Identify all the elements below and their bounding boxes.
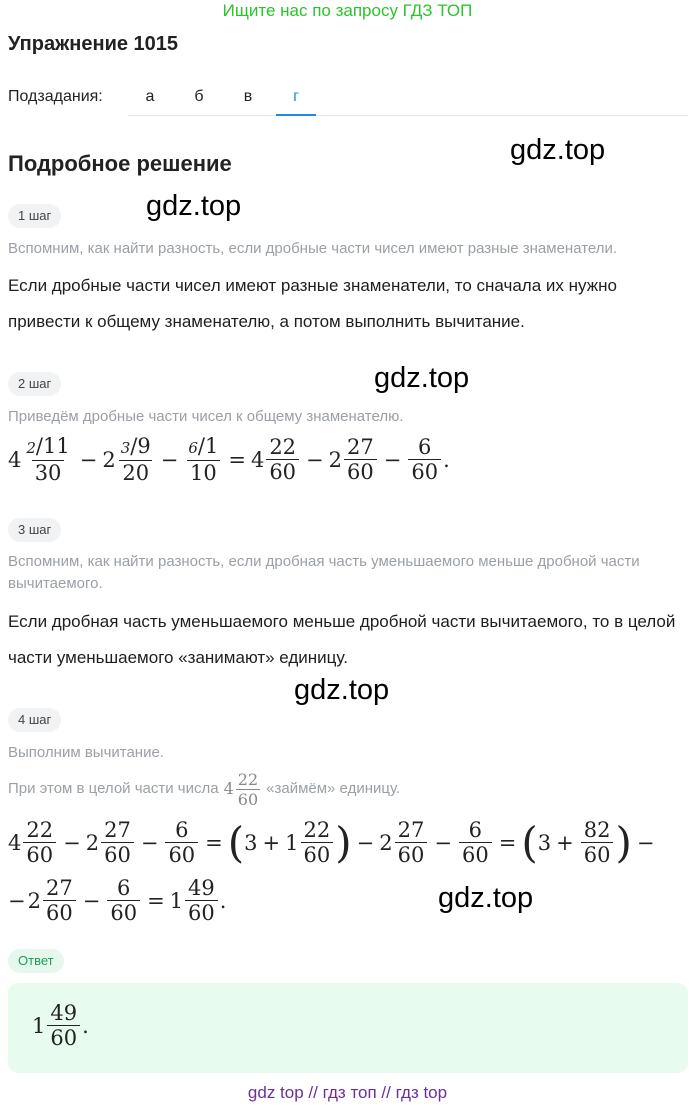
fraction [165, 818, 198, 867]
math-num: 4 [223, 779, 234, 798]
watermark: gdz.top [438, 882, 534, 914]
fraction [344, 435, 377, 484]
numerator: 22 [26, 818, 54, 842]
math-num: 2 [379, 830, 393, 855]
page-title: Упражнение 1015 [8, 33, 179, 55]
denominator: 60 [23, 842, 56, 867]
minus-sign: − [306, 447, 324, 472]
right-paren: ) [615, 817, 632, 867]
left-paren: ( [521, 817, 538, 867]
inner-den: 11 [43, 434, 70, 458]
left-paren: ( [227, 817, 245, 867]
equation-step4-line1 [8, 818, 659, 867]
fraction [301, 818, 334, 867]
denominator: 60 [237, 789, 259, 809]
fraction [236, 770, 260, 809]
fraction [107, 876, 140, 925]
step-badge: 4 шаг [8, 708, 61, 732]
fraction [185, 876, 218, 925]
math-num: 2 [102, 447, 116, 472]
inner-num: 3 [120, 439, 131, 457]
numerator: 6 [175, 818, 189, 842]
step-hint: Приведём дробные части чисел к общему знаменателю. [8, 408, 404, 425]
math-num: 3 [537, 830, 552, 855]
numerator: 27 [347, 435, 374, 459]
watermark: gdz.top [374, 362, 470, 394]
numerator: 6 [418, 435, 432, 459]
step-hint: Вспомним, как найти разность, если дробная часть уменьшаемого меньше дробной части вычитаемого. [8, 553, 640, 592]
period: . [443, 447, 450, 472]
search-banner[interactable]: Ищите нас по запросу ГДЗ ТОП [222, 1, 473, 20]
fraction [101, 818, 134, 867]
numerator: 82 [583, 818, 611, 842]
minus-sign: − [356, 830, 375, 855]
right-paren: ) [335, 817, 352, 867]
denominator: 60 [459, 842, 492, 867]
period: . [219, 888, 227, 913]
fraction [23, 818, 56, 867]
minus-sign: − [79, 447, 98, 472]
fraction [43, 876, 76, 925]
denominator: 10 [187, 460, 220, 485]
fraction [118, 434, 154, 485]
answer-badge: Ответ [8, 949, 64, 973]
equation-step4-line2 [8, 876, 226, 925]
numerator: 49 [188, 876, 215, 900]
fraction [266, 435, 299, 484]
step-badge: 1 шаг [8, 204, 61, 228]
math-num: 2 [27, 888, 41, 913]
denominator: 20 [119, 460, 152, 485]
equation-step2 [8, 434, 450, 485]
denominator: 60 [266, 459, 299, 484]
denominator: 60 [185, 900, 218, 925]
step-hint-inline [8, 765, 693, 813]
fraction [581, 818, 614, 867]
numerator: 27 [45, 876, 73, 900]
tab-a[interactable]: а [145, 88, 155, 105]
denominator: 60 [107, 900, 140, 925]
tab-v[interactable]: в [243, 88, 253, 105]
denominator: 30 [32, 460, 65, 485]
answer-whole: 1 [32, 1013, 46, 1038]
numerator: 22 [303, 818, 331, 842]
equals-sign: = [205, 830, 223, 855]
tab-g[interactable]: г [277, 88, 315, 106]
denominator: 60 [165, 842, 198, 867]
step-badge: 2 шаг [8, 372, 61, 396]
plus-sign: + [262, 830, 281, 855]
denominator: 60 [43, 900, 76, 925]
answer-value [32, 1001, 89, 1050]
fraction [408, 435, 441, 484]
inline-number [224, 770, 263, 809]
denominator: 60 [47, 1025, 80, 1050]
math-num: 3 [244, 830, 258, 855]
numerator: 22 [237, 769, 259, 789]
numerator: 6 [117, 876, 131, 900]
fraction [47, 1001, 80, 1050]
minus-sign: − [8, 888, 26, 913]
math-num: 2 [85, 830, 100, 855]
math-num: 4 [8, 447, 22, 472]
denominator: 60 [408, 459, 441, 484]
math-num: 2 [328, 447, 343, 472]
step-text: Если дробные части чисел имеют разные знаменатели, то сначала их нужно привести к общему знаменателю, а потом выполнить вычитание. [8, 276, 617, 331]
numerator: 2/11 [26, 434, 70, 458]
numerator: 6/1 [188, 434, 219, 458]
fraction [23, 434, 72, 485]
footer-links[interactable]: gdz top // гдз топ // гдз top [247, 1083, 448, 1102]
step-text: Если дробная часть уменьшаемого меньше дробной части вычитаемого, то в целой части уменьшаемого «занимают» единицу. [8, 612, 676, 667]
minus-sign: − [434, 830, 452, 855]
inner-num: 2 [26, 439, 36, 457]
subtasks-label: Подзадания: [8, 88, 103, 105]
numerator: 27 [397, 818, 425, 842]
minus-sign: − [82, 888, 101, 913]
denominator: 60 [301, 842, 334, 867]
inner-den: 1 [204, 434, 219, 458]
minus-sign: − [383, 447, 402, 472]
tab-b[interactable]: б [194, 88, 204, 105]
minus-sign: − [140, 830, 159, 855]
math-num: 1 [285, 830, 299, 855]
equals-sign: = [498, 830, 517, 855]
answer-box [8, 983, 688, 1073]
period: . [82, 1013, 89, 1038]
fraction [459, 818, 492, 867]
numerator: 49 [50, 1001, 78, 1025]
hint-text: «займём» единицу. [266, 780, 401, 797]
numerator: 27 [104, 818, 131, 842]
inner-num: 6 [188, 439, 198, 457]
watermark: gdz.top [146, 190, 242, 222]
math-num: 4 [250, 447, 265, 472]
inner-den: 9 [137, 434, 151, 458]
denominator: 60 [101, 842, 134, 867]
fraction [395, 818, 428, 867]
step-hint: Вспомним, как найти разность, если дробные части чисел имеют разные знаменатели. [8, 240, 618, 257]
denominator: 60 [344, 459, 377, 484]
minus-sign: − [160, 447, 179, 472]
tabs-divider [128, 115, 688, 116]
fraction [185, 434, 221, 485]
plus-sign: + [556, 830, 574, 855]
numerator: 22 [269, 435, 297, 459]
denominator: 60 [581, 842, 614, 867]
step-hint: Выполним вычитание. [8, 744, 164, 761]
section-title: Подробное решение [8, 151, 232, 176]
math-num: 4 [8, 830, 22, 855]
numerator: 3/9 [120, 434, 151, 458]
hint-text: При этом в целой части числа [8, 780, 219, 797]
numerator: 6 [468, 818, 483, 842]
minus-sign: − [636, 830, 655, 855]
equals-sign: = [147, 888, 165, 913]
minus-sign: − [63, 830, 81, 855]
denominator: 60 [395, 842, 428, 867]
watermark: gdz.top [294, 674, 390, 706]
step-badge: 3 шаг [8, 518, 61, 542]
math-num: 1 [169, 888, 184, 913]
equals-sign: = [228, 447, 246, 472]
subtask-tabs [8, 86, 688, 116]
watermark: gdz.top [510, 134, 606, 166]
